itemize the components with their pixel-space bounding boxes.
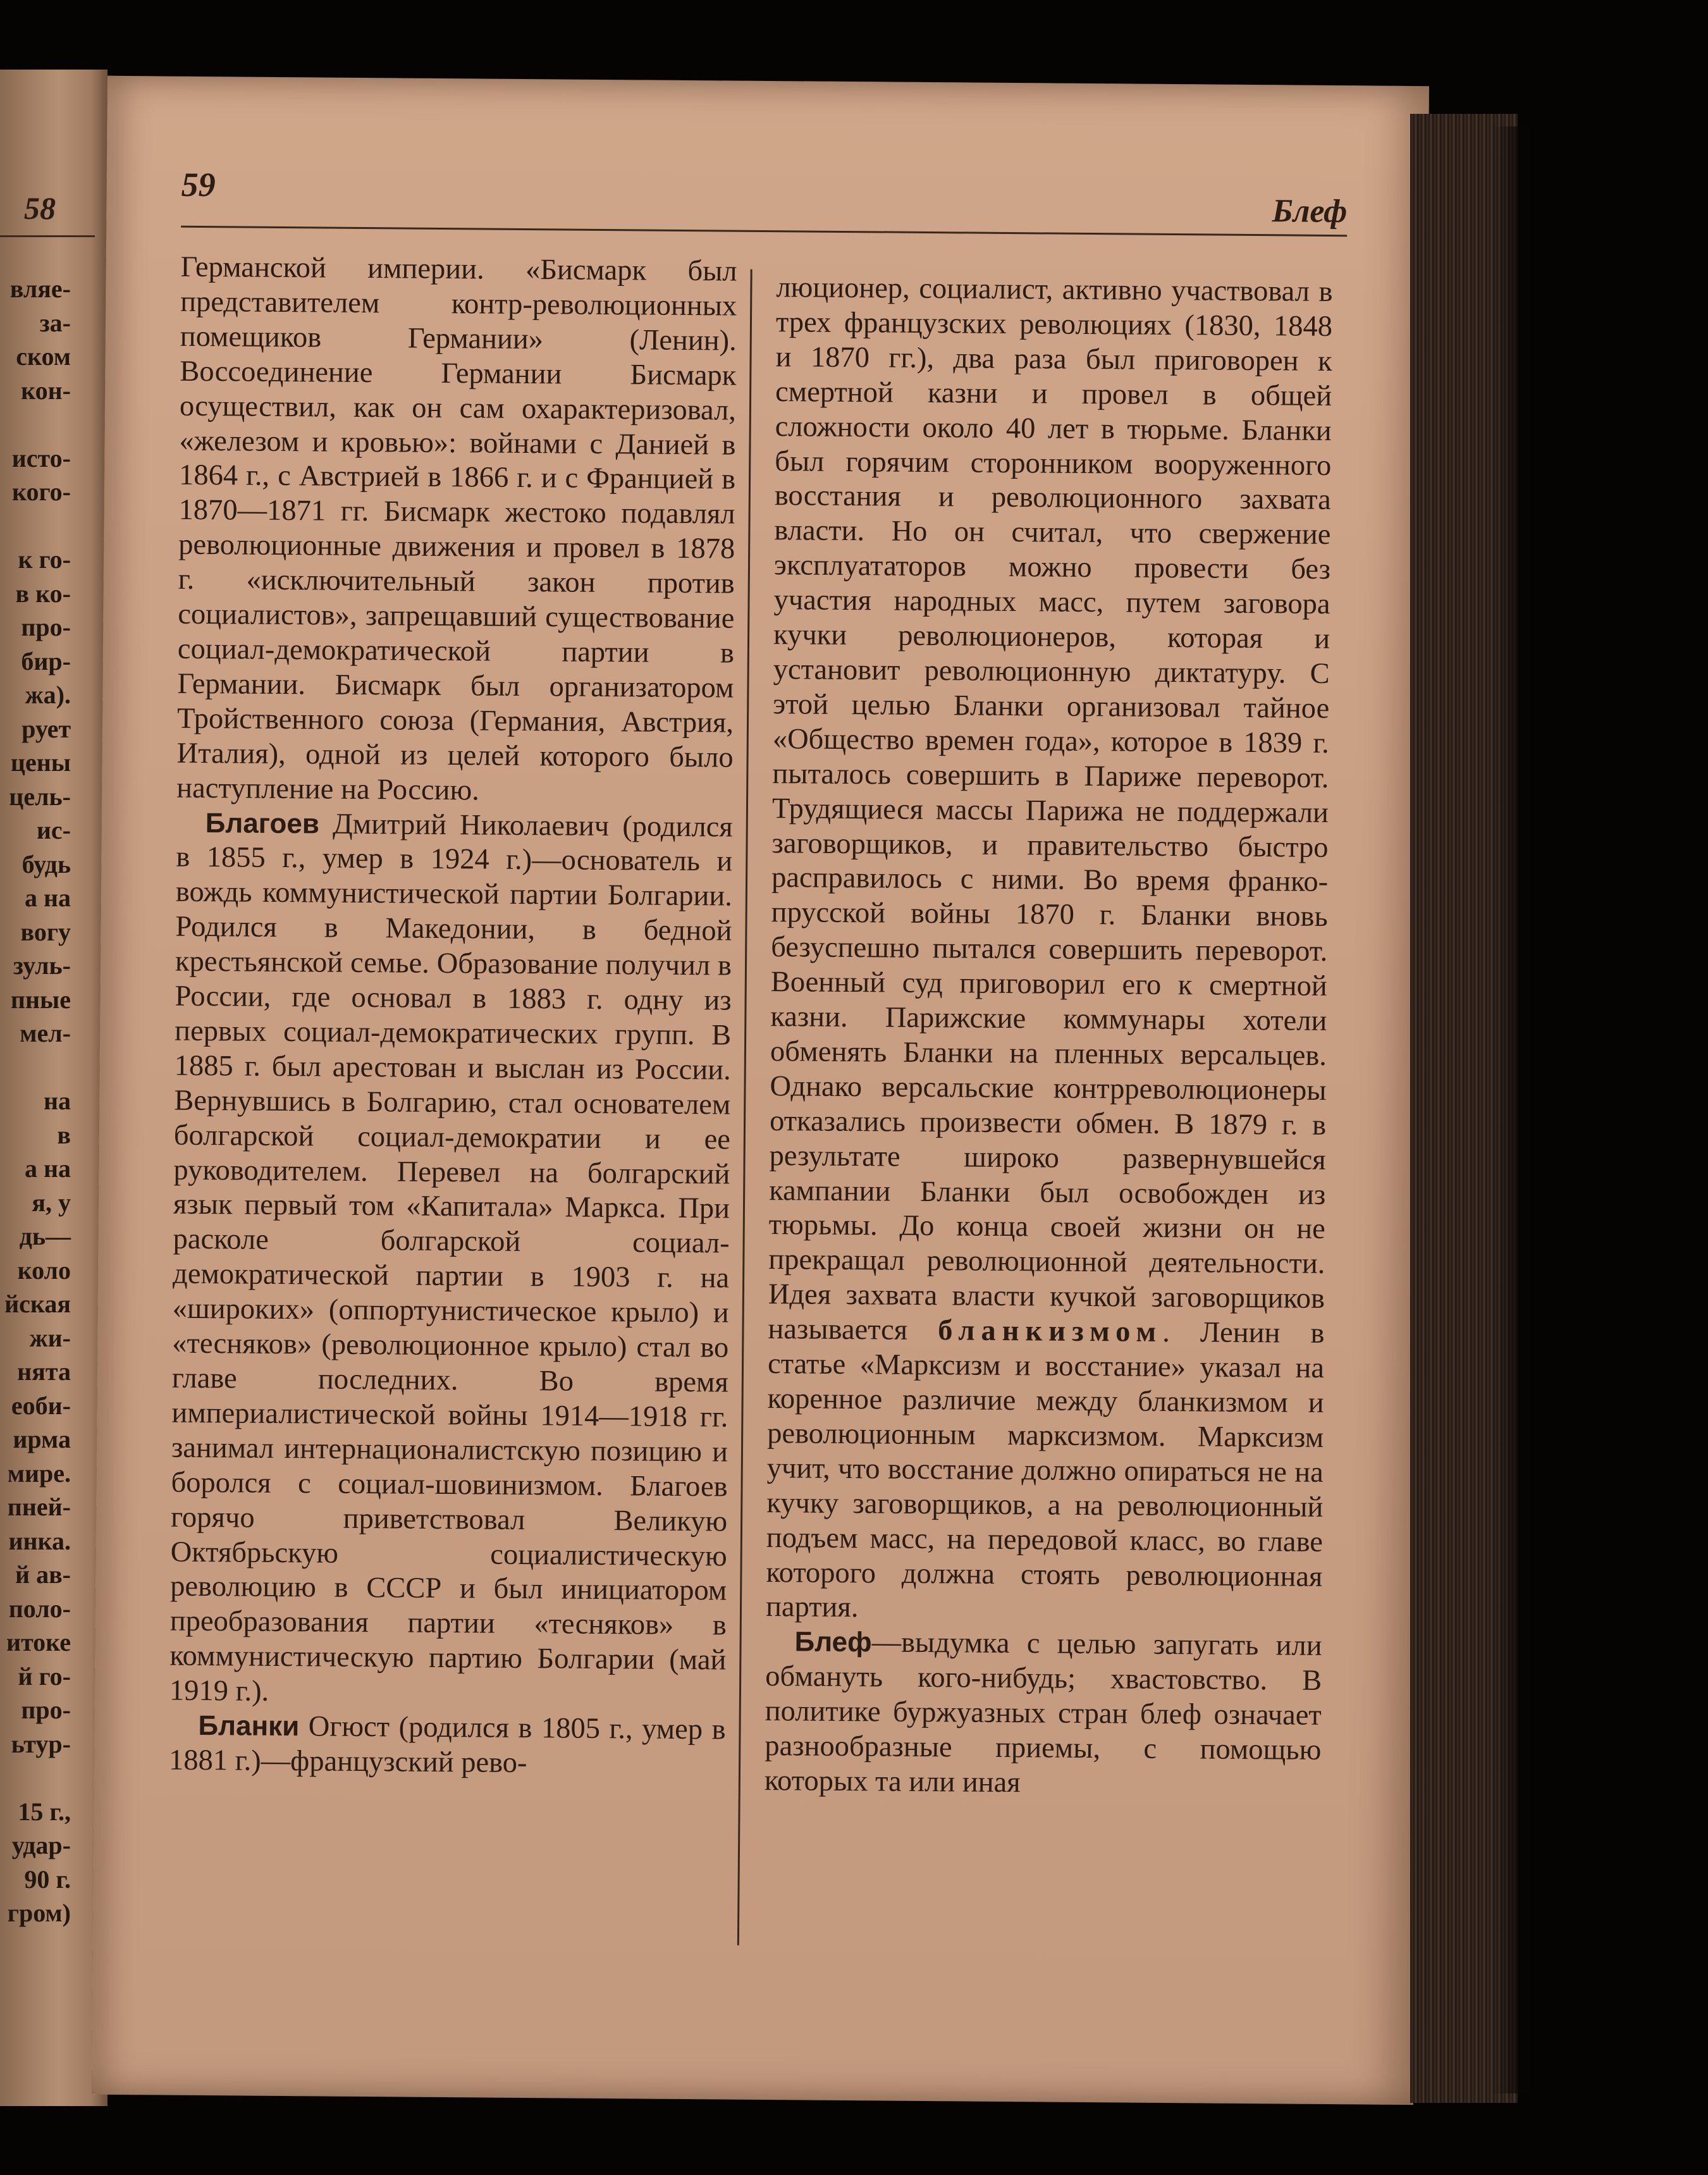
entry-headword: Блеф [794, 1626, 872, 1658]
book-edge-shadow [1492, 126, 1530, 2093]
previous-page-fragment: ис- [36, 816, 71, 844]
previous-page-fragment: нята [17, 1357, 71, 1386]
entry-headword: Благоев [205, 807, 320, 839]
previous-page-fragment: еоби- [11, 1391, 71, 1420]
entry-bluff [765, 1625, 1322, 1802]
previous-page-fragment: пные [10, 985, 71, 1014]
previous-page-fragment: в ко- [15, 579, 71, 608]
previous-page-fragment: будь [22, 849, 71, 878]
previous-page-fragment: жа). [25, 681, 71, 709]
previous-page-fragment: вогу [20, 917, 71, 946]
previous-page-fragment: про- [21, 1696, 71, 1724]
entry-blagoev [169, 806, 733, 1713]
previous-page-fragment: вляе- [9, 274, 71, 303]
previous-page-fragment: мел- [20, 1019, 71, 1047]
entry-body: Огюст (родился в 1805 г., умер в 1881 г.)—французский рево- [168, 1710, 726, 1780]
previous-page-fragment: итоке [6, 1628, 71, 1656]
previous-page-fragment: исто- [11, 443, 71, 472]
page-number: 59 [181, 165, 216, 204]
previous-page-fragment: 90 г. [24, 1864, 71, 1894]
entry-body: люционер, социалист, активно участвовал в трех французских революциях (1830, 1848 и 1870 гг.), два раза был приговорен к смертной казни и провел в общей сложности около 40 лет в тюрьме. Бланки был горячим сторонником вооруженного восстания и революционного захвата власти. Но он считал, что свержение эксплуататоров можно провести без участия народных масс, путем заговора кучки революционеров, которая и установит революционную диктатуру. С этой целью Бланки организовал тайное «Общество времен года», которое в 1839 г. пыталось совершить в Париже переворот. Трудящиеся массы Парижа не поддержали заговорщиков, и правительство быстро расправилось с ними. Во время франко-прусской войны 1870 г. Бланки вновь безуспешно пытался совершить переворот. Военный суд приговорил его к смертной казни. Парижские коммунары хотели обменять Бланки на пленных версальцев. Однако версальские контрреволюционеры отказались произвести обмен. В 1879 г. в результате широко развернувшейся кампании Бланки был освобожден из тюрьмы. До конца своей жизни он не прекращал революционной деятельности. Идея захвата власти кучкой заговорщиков называется [768, 271, 1333, 1347]
previous-page-fragment [0, 407, 71, 441]
previous-page-fragment: ском [16, 342, 71, 371]
previous-page-fragment: я, у [32, 1188, 71, 1217]
entry-blanqui-continued [766, 271, 1333, 1629]
previous-page-fragment: за- [39, 308, 71, 337]
previous-page-fragment: поло- [8, 1594, 71, 1623]
previous-page-text-fragments [0, 272, 71, 1930]
header-rule [181, 226, 1347, 237]
previous-page-fragment: й го- [18, 1661, 71, 1691]
previous-page-fragment: к го- [18, 545, 71, 574]
previous-page-fragment [0, 1051, 71, 1085]
previous-page-fragment: й ав- [15, 1560, 71, 1589]
previous-page-fragment: йская [4, 1290, 71, 1318]
previous-page-fragment: кого- [11, 478, 71, 506]
previous-page-fragment: коло [17, 1255, 71, 1285]
running-head: Блеф [1272, 193, 1348, 230]
entry-body: . Ленин в статье «Марксизм и восстание» указал на коренное различие между бланкизмом и революционным марксизмом. Марксизм учит, что восстание должно опираться не на кучку заговорщиков, а на революционный подъем масс, на передовой класс, во главе которого должна стоять революционная партия. [765, 1316, 1325, 1624]
previous-page-fragment: зуль- [13, 951, 71, 980]
previous-page-fragment: жи- [29, 1323, 71, 1352]
right-column [765, 271, 1333, 1803]
entry-body: —выдумка с целью запугать или обмануть кого-нибудь; хвастовство. В политике буржуазных стран блеф означает разнообразные приемы, с помощью которых та или иная [764, 1626, 1322, 1799]
previous-page-fragment: инка. [8, 1526, 71, 1555]
previous-page-fragment: на [43, 1087, 71, 1115]
previous-page-fragment: цель- [9, 782, 71, 811]
previous-page-fragment [0, 1761, 71, 1795]
previous-page-fragment: а на [24, 1154, 71, 1183]
previous-page-fragment: а на [24, 884, 71, 912]
entry-blanqui [169, 1709, 726, 1783]
previous-page-fragment: кон- [21, 376, 71, 405]
column-divider [737, 269, 753, 1945]
previous-page-fragment: рует [22, 714, 71, 743]
entry-body: Дмитрий Николаевич (родился в 1855 г., умер в 1924 г.)—основатель и вождь коммунистической партии Болгарии. Родился в Македонии, в бедной крестьянской семье. Образование получил в России, где основал в 1883 г. одну из первых социал-демократических групп. В 1885 г. был арестован и выслан из России. Вернувшись в Болгарию, стал основателем болгарской социал-демократии и ее руководителем. Перевел на болгарский язык первый том «Капитала» Маркса. При расколе болгарской социал-демократической партии в 1903 г. на «широких» (оппортунистическое крыло) и «тесняков» (революционное крыло) стал во главе последних. Во время империалистической войны 1914—1918 гг. занимал интернационалистскую позицию и боролся с социал-шовинизмом. Благоев горячо приветствовал Великую Октябрьскую социалистическую революцию в СССР и был инициатором преобразования партии «тесняков» в коммунистическую партию Болгарии (май 1919 г.). [169, 807, 733, 1708]
previous-page [0, 70, 108, 2106]
previous-page-fragment: цены [10, 748, 71, 777]
previous-page-fragment: ирма [13, 1425, 71, 1453]
previous-page-fragment [0, 509, 71, 543]
entry-headword: Бланки [198, 1710, 300, 1742]
previous-page-fragment: 15 г., [18, 1797, 71, 1826]
emphasized-term: бланкизмом [938, 1314, 1163, 1349]
previous-page-fragment: ьтур- [11, 1729, 71, 1758]
previous-page-fragment: пней- [7, 1493, 71, 1521]
paragraph-bismarck-continued: Германской империи. «Бисмарк был представителем контр-революционных помещиков Германии» (Ленин). Воссоединение Германии Бисмарк осуществил, как он сам охарактеризовал, «железом и кровью»: войнами с Данией в 1864 г., с Австрией в 1866 г. и с Францией в 1870—1871 гг. Бисмарк жестоко подавлял революционные движения и провел в 1878 г. «исключительный закон против социалистов», запрещавший существование социал-демократической партии в Германии. Бисмарк был организатором Тройственного союза (Германия, Австрия, Италия), одной из целей которого было наступление на Россию. [176, 250, 737, 807]
previous-page-fragment: про- [21, 613, 71, 641]
left-column [169, 250, 737, 1783]
book-page [92, 76, 1429, 2105]
previous-page-fragment: удар- [11, 1831, 71, 1859]
previous-page-fragment: гром) [7, 1899, 71, 1927]
previous-page-fragment: в [57, 1120, 71, 1149]
previous-page-fragment: дь— [19, 1222, 71, 1250]
previous-page-fragment: мире. [7, 1458, 71, 1488]
previous-page-fragment: бир- [21, 646, 71, 675]
previous-page-rule [0, 235, 95, 237]
previous-page-number: 58 [24, 190, 56, 226]
